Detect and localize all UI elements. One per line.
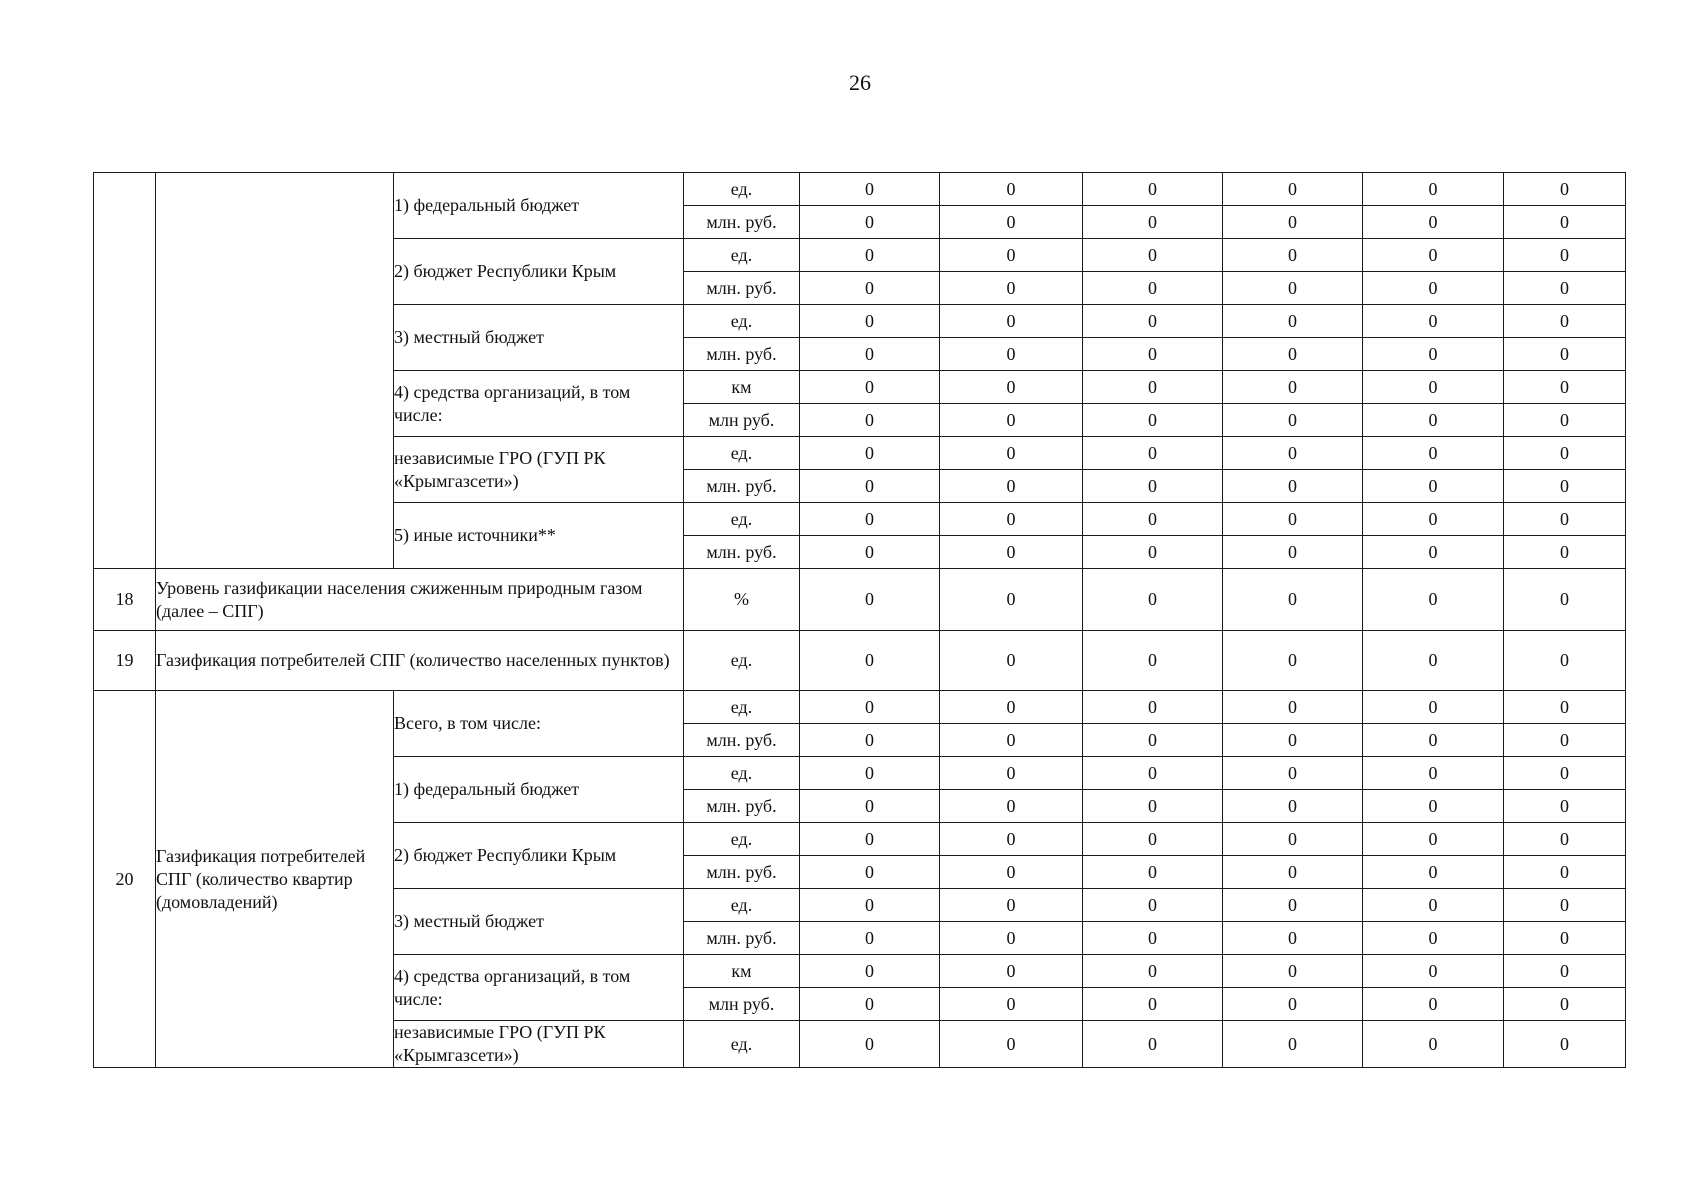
value-cell: 0	[1083, 569, 1223, 631]
value-cell: 0	[1504, 955, 1626, 988]
value-cell: 0	[1083, 988, 1223, 1021]
table-row	[94, 631, 1626, 691]
value-cell: 0	[1363, 955, 1504, 988]
value-cell: 0	[1363, 437, 1504, 470]
value-cell: 0	[1223, 1021, 1363, 1068]
source-label: 4) средства организаций, в том числе:	[394, 371, 684, 437]
value-cell: 0	[1083, 239, 1223, 272]
value-cell: 0	[1363, 470, 1504, 503]
value-cell: 0	[1223, 173, 1363, 206]
value-cell: 0	[1363, 790, 1504, 823]
value-cell: 0	[800, 724, 940, 757]
source-label: 4) средства организаций, в том числе:	[394, 955, 684, 1021]
value-cell: 0	[1504, 691, 1626, 724]
source-label: 2) бюджет Республики Крым	[394, 823, 684, 889]
value-cell: 0	[1083, 338, 1223, 371]
indicator-name: Газификация потребителей СПГ (количество населенных пунктов)	[156, 631, 684, 691]
indicator-name	[156, 173, 394, 569]
value-cell: 0	[800, 272, 940, 305]
value-cell: 0	[1223, 724, 1363, 757]
value-cell: 0	[1083, 272, 1223, 305]
value-cell: 0	[1223, 691, 1363, 724]
value-cell: 0	[940, 790, 1083, 823]
unit-cell: ед.	[684, 823, 800, 856]
value-cell: 0	[1363, 569, 1504, 631]
value-cell: 0	[1083, 955, 1223, 988]
value-cell: 0	[800, 338, 940, 371]
value-cell: 0	[940, 631, 1083, 691]
value-cell: 0	[1504, 823, 1626, 856]
value-cell: 0	[1363, 404, 1504, 437]
value-cell: 0	[1223, 470, 1363, 503]
value-cell: 0	[1363, 823, 1504, 856]
value-cell: 0	[800, 437, 940, 470]
value-cell: 0	[800, 757, 940, 790]
unit-cell: млн. руб.	[684, 856, 800, 889]
value-cell: 0	[1504, 724, 1626, 757]
value-cell: 0	[1504, 272, 1626, 305]
value-cell: 0	[940, 922, 1083, 955]
unit-cell: км	[684, 371, 800, 404]
value-cell: 0	[1504, 371, 1626, 404]
value-cell: 0	[1504, 503, 1626, 536]
value-cell: 0	[940, 437, 1083, 470]
value-cell: 0	[1363, 305, 1504, 338]
value-cell: 0	[1223, 437, 1363, 470]
row-number	[94, 173, 156, 569]
value-cell: 0	[1363, 922, 1504, 955]
value-cell: 0	[1504, 338, 1626, 371]
unit-cell: ед.	[684, 437, 800, 470]
unit-cell: ед.	[684, 691, 800, 724]
unit-cell: ед.	[684, 503, 800, 536]
value-cell: 0	[1083, 724, 1223, 757]
value-cell: 0	[800, 1021, 940, 1068]
value-cell: 0	[940, 371, 1083, 404]
value-cell: 0	[1363, 272, 1504, 305]
value-cell: 0	[940, 823, 1083, 856]
value-cell: 0	[1504, 536, 1626, 569]
value-cell: 0	[800, 470, 940, 503]
value-cell: 0	[1504, 922, 1626, 955]
unit-cell: млн. руб.	[684, 272, 800, 305]
value-cell: 0	[1363, 206, 1504, 239]
value-cell: 0	[1083, 470, 1223, 503]
unit-cell: млн. руб.	[684, 790, 800, 823]
value-cell: 0	[1223, 757, 1363, 790]
value-cell: 0	[1504, 988, 1626, 1021]
value-cell: 0	[940, 757, 1083, 790]
value-cell: 0	[940, 338, 1083, 371]
value-cell: 0	[1363, 239, 1504, 272]
unit-cell: млн. руб.	[684, 536, 800, 569]
unit-cell: млн. руб.	[684, 922, 800, 955]
value-cell: 0	[1504, 856, 1626, 889]
unit-cell: ед.	[684, 1021, 800, 1068]
value-cell: 0	[1223, 536, 1363, 569]
table-body	[94, 173, 1626, 1068]
unit-cell: млн. руб.	[684, 724, 800, 757]
value-cell: 0	[1083, 206, 1223, 239]
value-cell: 0	[1083, 1021, 1223, 1068]
value-cell: 0	[1363, 691, 1504, 724]
unit-cell: км	[684, 955, 800, 988]
value-cell: 0	[1363, 631, 1504, 691]
value-cell: 0	[1083, 790, 1223, 823]
value-cell: 0	[1223, 206, 1363, 239]
table-row	[94, 691, 1626, 724]
value-cell: 0	[1083, 757, 1223, 790]
value-cell: 0	[1504, 757, 1626, 790]
value-cell: 0	[1504, 173, 1626, 206]
value-cell: 0	[1363, 757, 1504, 790]
value-cell: 0	[800, 239, 940, 272]
table-row	[94, 569, 1626, 631]
source-label: 2) бюджет Республики Крым	[394, 239, 684, 305]
value-cell: 0	[800, 691, 940, 724]
value-cell: 0	[1083, 536, 1223, 569]
value-cell: 0	[1504, 437, 1626, 470]
value-cell: 0	[1363, 338, 1504, 371]
value-cell: 0	[1223, 889, 1363, 922]
value-cell: 0	[1504, 305, 1626, 338]
source-label: 3) местный бюджет	[394, 889, 684, 955]
value-cell: 0	[940, 173, 1083, 206]
value-cell: 0	[1223, 503, 1363, 536]
value-cell: 0	[1504, 569, 1626, 631]
value-cell: 0	[940, 955, 1083, 988]
unit-cell: млн. руб.	[684, 338, 800, 371]
value-cell: 0	[1363, 536, 1504, 569]
value-cell: 0	[1504, 1021, 1626, 1068]
value-cell: 0	[940, 272, 1083, 305]
value-cell: 0	[1363, 889, 1504, 922]
value-cell: 0	[1083, 305, 1223, 338]
value-cell: 0	[940, 569, 1083, 631]
value-cell: 0	[800, 173, 940, 206]
value-cell: 0	[800, 569, 940, 631]
value-cell: 0	[1504, 239, 1626, 272]
value-cell: 0	[1223, 338, 1363, 371]
value-cell: 0	[800, 206, 940, 239]
value-cell: 0	[1083, 922, 1223, 955]
value-cell: 0	[800, 922, 940, 955]
value-cell: 0	[940, 206, 1083, 239]
table-row	[94, 173, 1626, 206]
value-cell: 0	[940, 988, 1083, 1021]
value-cell: 0	[1083, 437, 1223, 470]
value-cell: 0	[940, 724, 1083, 757]
indicator-name: Газификация потребителей СПГ (количество квартир (домовладений)	[156, 691, 394, 1068]
value-cell: 0	[1363, 1021, 1504, 1068]
row-number: 19	[94, 631, 156, 691]
value-cell: 0	[1083, 503, 1223, 536]
value-cell: 0	[1083, 404, 1223, 437]
value-cell: 0	[800, 371, 940, 404]
source-label: независимые ГРО (ГУП РК «Крымгазсети»)	[394, 437, 684, 503]
indicator-name: Уровень газификации населения сжиженным природным газом (далее – СПГ)	[156, 569, 684, 631]
unit-cell: ед.	[684, 757, 800, 790]
value-cell: 0	[1363, 371, 1504, 404]
value-cell: 0	[1223, 823, 1363, 856]
value-cell: 0	[800, 631, 940, 691]
unit-cell: ед.	[684, 239, 800, 272]
value-cell: 0	[800, 988, 940, 1021]
source-label: 1) федеральный бюджет	[394, 173, 684, 239]
unit-cell: ед.	[684, 305, 800, 338]
value-cell: 0	[1223, 922, 1363, 955]
unit-cell: млн. руб.	[684, 206, 800, 239]
unit-cell: млн. руб.	[684, 470, 800, 503]
value-cell: 0	[1223, 404, 1363, 437]
source-label: 5) иные источники**	[394, 503, 684, 569]
value-cell: 0	[1363, 724, 1504, 757]
unit-cell: %	[684, 569, 800, 631]
unit-cell: млн руб.	[684, 404, 800, 437]
value-cell: 0	[1504, 404, 1626, 437]
value-cell: 0	[1223, 569, 1363, 631]
value-cell: 0	[800, 889, 940, 922]
value-cell: 0	[940, 856, 1083, 889]
value-cell: 0	[1083, 856, 1223, 889]
value-cell: 0	[1363, 503, 1504, 536]
value-cell: 0	[1504, 206, 1626, 239]
value-cell: 0	[800, 404, 940, 437]
value-cell: 0	[940, 889, 1083, 922]
value-cell: 0	[940, 305, 1083, 338]
value-cell: 0	[800, 823, 940, 856]
value-cell: 0	[1083, 889, 1223, 922]
value-cell: 0	[1083, 631, 1223, 691]
row-number: 20	[94, 691, 156, 1068]
value-cell: 0	[800, 856, 940, 889]
value-cell: 0	[1223, 239, 1363, 272]
value-cell: 0	[1223, 955, 1363, 988]
value-cell: 0	[940, 404, 1083, 437]
value-cell: 0	[1083, 371, 1223, 404]
value-cell: 0	[1083, 173, 1223, 206]
value-cell: 0	[1504, 790, 1626, 823]
value-cell: 0	[1363, 988, 1504, 1021]
source-label: Всего, в том числе:	[394, 691, 684, 757]
unit-cell: ед.	[684, 173, 800, 206]
value-cell: 0	[1363, 173, 1504, 206]
value-cell: 0	[1223, 631, 1363, 691]
value-cell: 0	[1223, 305, 1363, 338]
value-cell: 0	[940, 503, 1083, 536]
unit-cell: млн руб.	[684, 988, 800, 1021]
value-cell: 0	[800, 503, 940, 536]
indicators-table	[93, 172, 1626, 1068]
value-cell: 0	[800, 955, 940, 988]
value-cell: 0	[1223, 272, 1363, 305]
value-cell: 0	[1223, 988, 1363, 1021]
value-cell: 0	[1223, 790, 1363, 823]
value-cell: 0	[1083, 823, 1223, 856]
value-cell: 0	[800, 790, 940, 823]
value-cell: 0	[1083, 691, 1223, 724]
source-label: 1) федеральный бюджет	[394, 757, 684, 823]
row-number: 18	[94, 569, 156, 631]
unit-cell: ед.	[684, 631, 800, 691]
source-label: независимые ГРО (ГУП РК «Крымгазсети»)	[394, 1021, 684, 1068]
value-cell: 0	[1504, 889, 1626, 922]
value-cell: 0	[940, 691, 1083, 724]
value-cell: 0	[940, 536, 1083, 569]
value-cell: 0	[940, 239, 1083, 272]
value-cell: 0	[1504, 470, 1626, 503]
value-cell: 0	[1363, 856, 1504, 889]
value-cell: 0	[940, 1021, 1083, 1068]
value-cell: 0	[800, 536, 940, 569]
source-label: 3) местный бюджет	[394, 305, 684, 371]
value-cell: 0	[800, 305, 940, 338]
value-cell: 0	[1223, 371, 1363, 404]
value-cell: 0	[940, 470, 1083, 503]
unit-cell: ед.	[684, 889, 800, 922]
value-cell: 0	[1223, 856, 1363, 889]
page-number: 26	[849, 70, 871, 95]
value-cell: 0	[1504, 631, 1626, 691]
